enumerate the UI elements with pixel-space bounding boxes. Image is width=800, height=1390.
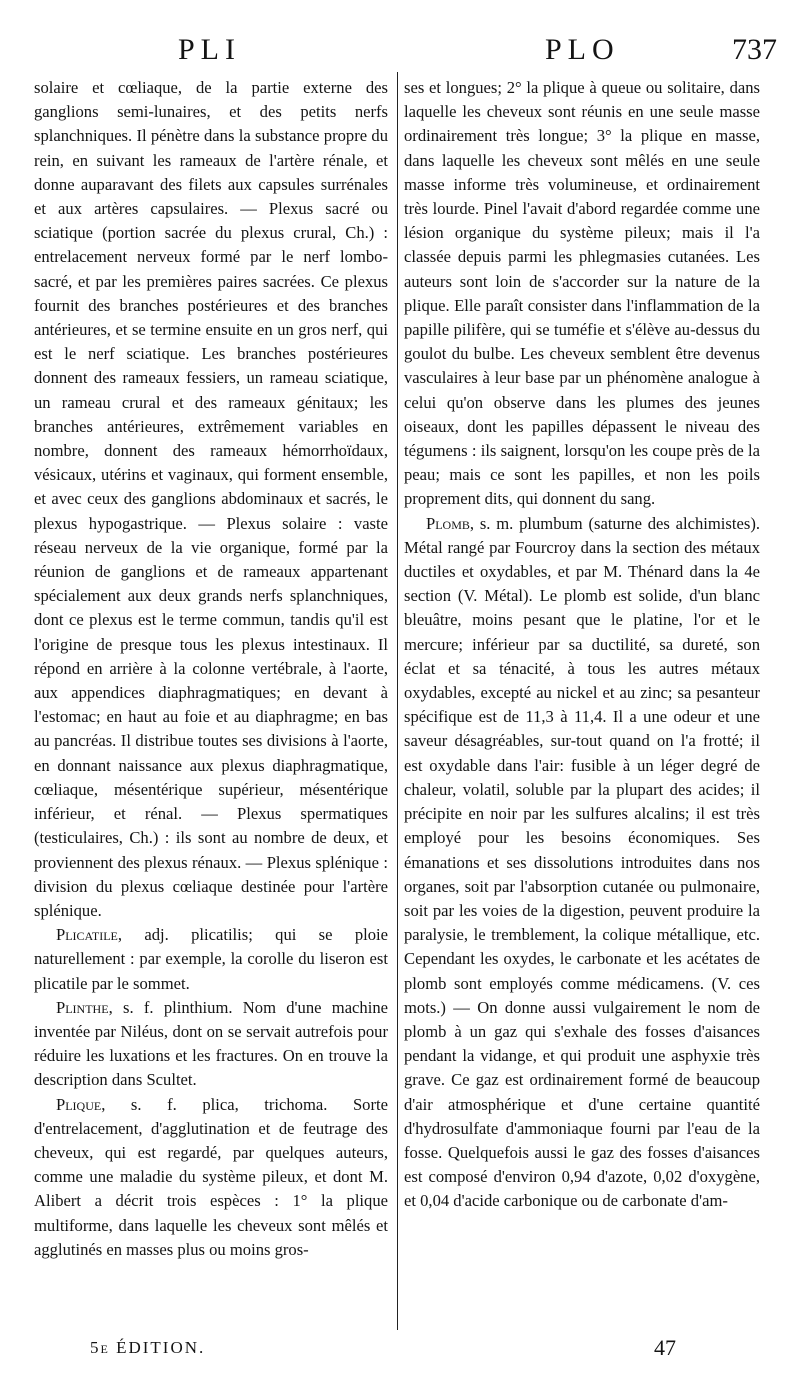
right-column — [404, 76, 760, 1330]
footer-edition: 5e ÉDITION. — [90, 1338, 206, 1357]
entry-plicatile — [34, 923, 388, 996]
running-head-left: PLI — [178, 33, 241, 66]
entry-headword: Plicatile — [56, 925, 118, 945]
entry-plomb — [404, 512, 760, 1214]
entry-plique — [34, 1093, 388, 1262]
entry-body: , s. f. plinthium. Nom d'une machine inventée par Niléus, dont on se servait autrefois pour réduire les luxations et les fractures. On en trouve la description dans Scultet. — [34, 997, 388, 1090]
entry-body: , s. f. plica, trichoma. Sorte d'entrelacement, d'agglutination et de feutrage des cheveux, qui est regardé, par quelques auteurs, comme une maladie du système pileux, et dont M. Alibert a décrit trois espèces : 1° la plique multiforme, dans laquelle les cheveux sont mêlés et agglutinés en masses plus ou moins gros- — [34, 1094, 388, 1259]
page-number: 737 — [732, 33, 777, 66]
column-rule — [397, 72, 398, 1330]
running-head-right: PLO — [545, 33, 620, 66]
entry-headword: Plomb — [426, 513, 470, 533]
entry-plinthe — [34, 996, 388, 1093]
left-column — [34, 76, 388, 1330]
entry-body: , s. m. plumbum (saturne des alchimistes). Métal rangé par Fourcroy dans la section des métaux ductiles et oxydables, et par M. Thénard dans la 4e section (V. Métal). Le plomb est solide, d'un blanc bleuâtre, moins pesant que le platine, l'or et le mercure; inférieur par sa ductilité, sa dureté, son éclat et sa ténacité, à tous les autres métaux oxydables, excepté au nickel et au zinc; sa pesanteur spécifique est de 11,3 à 11,4. Il a une odeur et une saveur désagréables, sur-tout quand on l'a frotté; il est oxydable dans l'air: fusible à un léger degré de chaleur, volatil, soluble par la plupart des acides; il précipite en noir par les sulfures alcalins; il est très employé pour les besoins économiques. Ses émanations et ses dissolutions introduites dans nos organes, soit par l'absorption cutanée ou pulmonaire, soit par les voies de la digestion, peuvent produire la paralysie, le tremblement, la colique métallique, etc. Cependant les oxydes, le carbonate et les acétates de plomb sont employés comme médicamens. (V. ces mots.) — On donne aussi vulgairement le nom de plomb à un gaz qui s'exhale des fosses d'aisances pendant la vidange, et qui produit une asphyxie très grave. Ce gaz est ordinairement formé de beaucoup d'air atmosphérique et d'une certaine quantité d'hydrosulfate d'ammoniaque fourni par l'eau de la fosse. Quelquefois aussi le gaz des fosses d'aisances est composé d'environ 0,94 d'azote, 0,02 d'oxygène, et 0,04 d'acide carbonique ou de carbonate d'am- — [404, 513, 760, 1211]
entry-body: , adj. plicatilis; qui se ploie naturellement : par exemple, la corolle du liseron est plicatile par le sommet. — [34, 925, 388, 993]
footer-signature: 47 — [654, 1335, 676, 1360]
entry-headword: Plique — [56, 1094, 102, 1114]
entry-headword: Plinthe — [56, 997, 109, 1017]
plique-entry-continuation: ses et longues; 2° la plique à queue ou solitaire, dans laquelle les cheveux sont réunis en une seule masse ordinairement très longue; 3° la plique en masse, dans laquelle les cheveux sont mêlés en une seule masse informe très volumineuse, et ordinairement très lourde. Pinel l'avait d'abord regardée comme une lésion organique du système pileux; mais il l'a classée depuis parmi les phlegmasies cutanées. Les auteurs sont loin de s'accorder sur la nature de la plique. Elle paraît consister dans l'inflammation de la papille pilifère, qui se tuméfie et s'élève au-dessus du goulot du bulbe. Les cheveux semblent être devenus vasculaires à leur base par un phénomène analogue à celui qu'on observe dans les plumes des jeunes oiseaux, dont les papilles dépassent le niveau des tégumens : ils saignent, lorsqu'on les coupe près de la peau; mais ce sont les papilles, et non les poils proprement dits, qui donnent du sang. — [404, 78, 760, 509]
plexus-entry-continuation: solaire et cœliaque, de la partie externe des ganglions semi-lunaires, et des petits nerfs splanchniques. Il pénètre dans la substance propre du rein, en suivant les rameaux de l'artère rénale, et donne auparavant des filets aux capsules surrénales et aux artères capsulaires. — Plexus sacré ou sciatique (portion sacrée du plexus crural, Ch.) : entrelacement nerveux formé par le nerf lombo-sacré, et par les premières paires sacrées. Ce plexus fournit des branches postérieures et des branches antérieures, et se termine ensuite en un gros nerf, qui est le nerf sciatique. Les branches postérieures donnent des rameaux fessiers, un rameau sciatique, un rameau crural et des rameaux génitaux; les branches antérieures, extrêmement variables en nombre, donnent des rameaux hémorrhoïdaux, vésicaux, utérins et vaginaux, qui forment ensemble, et avec ceux des ganglions abdominaux et sacrés, le plexus hypogastrique. — Plexus solaire : vaste réseau nerveux de la vie organique, formé par la réunion de ganglions et de rameaux appartenant spécialement aux deux grands nerfs splanchniques, dont ce plexus est le terme commun, tandis qu'il est l'origine de presque tous les plexus intestinaux. Il répond en arrière à la colonne vertébrale, à l'aorte, aux appendices diaphragmatiques; en devant à l'estomac; en haut au foie et au diaphragme; en bas au pancréas. Il distribue toutes ses divisions à l'aorte, en donnant naissance aux plexus diaphragmatique, cœliaque, mésentérique supérieur, mésentérique inférieur, et rénal. — Plexus spermatiques (testiculaires, Ch.) : ils sont au nombre de deux, et proviennent des plexus rénaux. — Plexus splénique : division du plexus cœliaque destinée pour l'artère splénique. — [34, 78, 388, 920]
